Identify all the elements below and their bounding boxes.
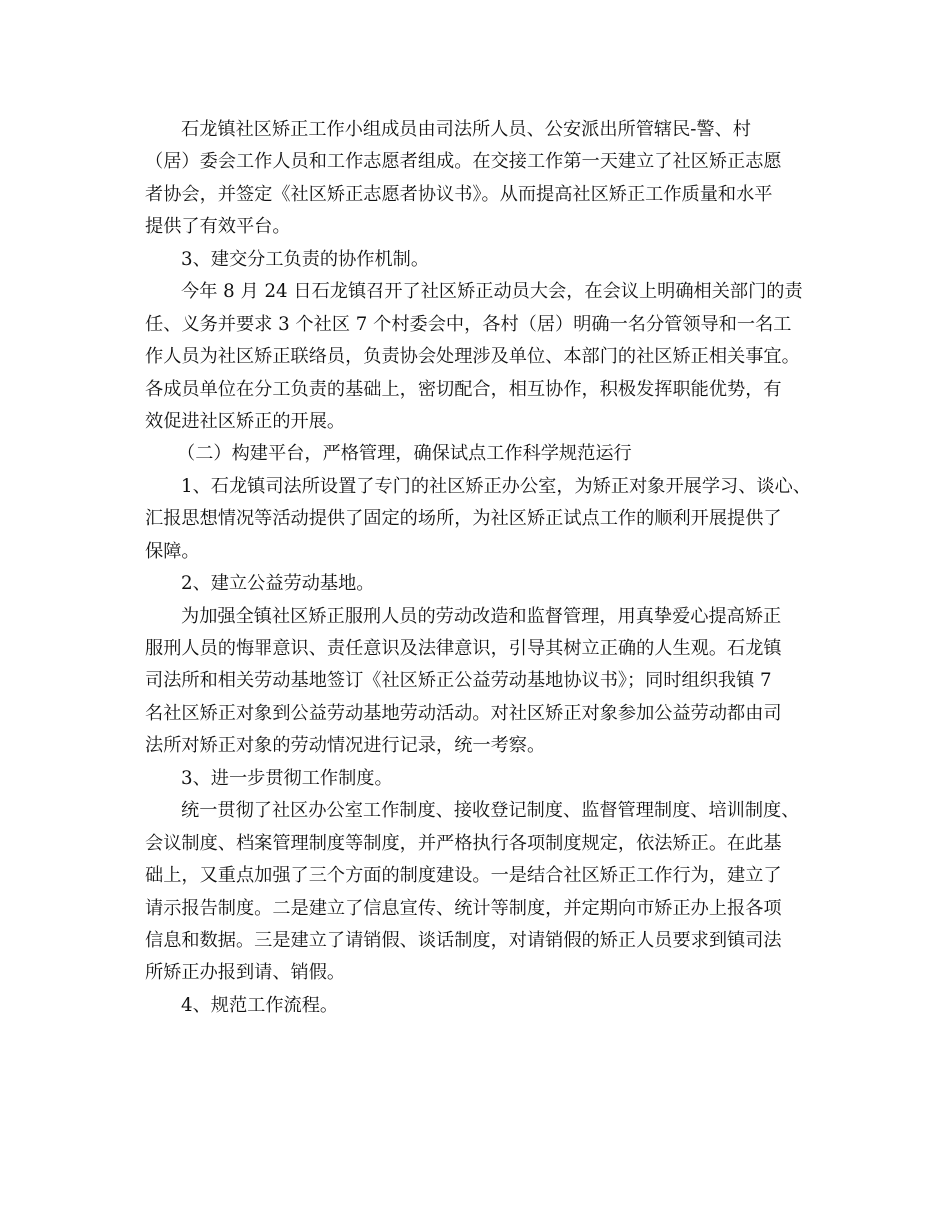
paragraph-line: 作人员为社区矫正联络员，负责协会处理涉及单位、本部门的社区矫正相关事宜。	[145, 346, 800, 368]
paragraph-line: 名社区矫正对象到公益劳动基地劳动活动。对社区矫正对象参加公益劳动都由司	[145, 702, 782, 724]
section-heading: 3、进一步贯彻工作制度。	[181, 767, 393, 789]
paragraph-line: 信息和数据。三是建立了请销假、谈话制度，对请销假的矫正人员要求到镇司法	[145, 929, 782, 951]
paragraph-line: 请示报告制度。二是建立了信息宣传、统计等制度，并定期向市矫正办上报各项	[145, 897, 782, 919]
paragraph-line: 为加强全镇社区矫正服刑人员的劳动改造和监督管理，用真挚爱心提高矫正	[181, 605, 782, 627]
paragraph-line: 提供了有效平台。	[145, 216, 291, 238]
paragraph-line: 者协会，并签定《社区矫正志愿者协议书》。从而提高社区矫正工作质量和水平	[145, 183, 773, 205]
paragraph-line: 保障。	[145, 540, 200, 562]
paragraph-line: 各成员单位在分工负责的基础上，密切配合，相互协作，积极发挥职能优势，有	[145, 378, 782, 400]
paragraph-line: 石龙镇社区矫正工作小组成员由司法所人员、公安派出所管辖民-警、村	[181, 119, 751, 140]
paragraph-line: 统一贯彻了社区办公室工作制度、接收登记制度、监督管理制度、培训制度、	[181, 800, 800, 822]
section-heading: 2、建立公益劳动基地。	[181, 573, 375, 595]
document-body	[145, 114, 825, 1022]
paragraph-line: 服刑人员的悔罪意识、责任意识及法律意识，引导其树立正确的人生观。石龙镇	[145, 638, 782, 659]
paragraph-line: 司法所和相关劳动基地签订《社区矫正公益劳动基地协议书》；同时组织我镇 7	[145, 670, 772, 692]
paragraph-line: 法所对矫正对象的劳动情况进行记录，统一考察。	[145, 735, 546, 757]
paragraph-line: 1、石龙镇司法所设置了专门的社区矫正办公室，为矫正对象开展学习、谈心、	[181, 475, 811, 497]
paragraph-line: 所矫正办报到请、销假。	[145, 962, 346, 984]
paragraph-line: （居）委会工作人员和工作志愿者组成。在交接工作第一天建立了社区矫正志愿	[145, 151, 782, 173]
paragraph-line: 础上，又重点加强了三个方面的制度建设。一是结合社区矫正工作行为，建立了	[145, 865, 782, 887]
paragraph-line: 汇报思想情况等活动提供了固定的场所，为社区矫正试点工作的顺利开展提供了	[145, 508, 782, 530]
paragraph-line: 今年 8 月 24 日石龙镇召开了社区矫正动员大会，在会议上明确相关部门的责	[181, 281, 803, 303]
paragraph-line: 任、义务并要求 3 个社区 7 个村委会中，各村（居）明确一名分管领导和一名工	[145, 313, 792, 335]
paragraph-line: 会议制度、档案管理制度等制度，并严格执行各项制度规定，依法矫正。在此基	[145, 832, 782, 854]
section-heading: 3、建交分工负责的协作机制。	[181, 248, 430, 270]
section-heading: 4、规范工作流程。	[181, 994, 339, 1016]
paragraph-line: 效促进社区矫正的开展。	[145, 410, 346, 432]
section-heading: （二）构建平台，严格管理，确保试点工作科学规范运行	[177, 443, 632, 465]
